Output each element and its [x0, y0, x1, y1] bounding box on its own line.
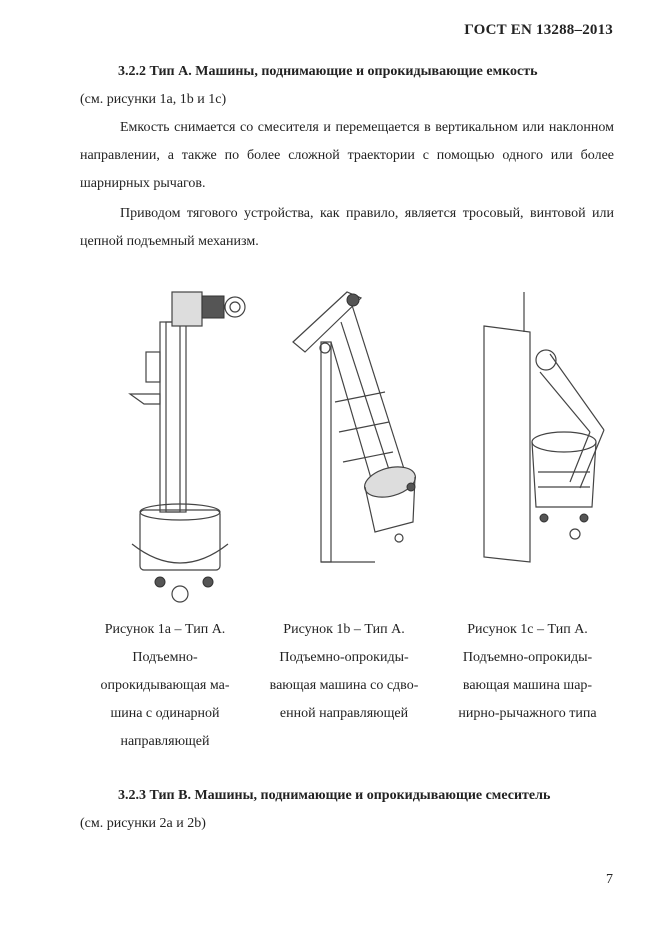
caption-line: шина с одинарной: [110, 706, 220, 721]
caption-line: опрокидывающая ма-: [100, 678, 230, 693]
figure-1b-illustration: [285, 282, 435, 612]
caption-line: Подъемно-опрокиды-: [462, 650, 593, 665]
figure-reference-1: (см. рисунки 1a, 1b и 1c): [80, 92, 227, 107]
caption-line: Подъемно-: [132, 650, 198, 665]
paragraph-container-1: Емкость снимается со смесителя и перемещается в вертикальном или наклонном направлении, а также по более сложной траектории с помощью одного или более шарнирных рычагов.: [80, 120, 614, 191]
paragraph-drive-mechanism: Приводом тягового устройства, как правило, является тросовый, винтовой или цепной подъемный механизм.: [80, 206, 614, 249]
section-3-2-2: [80, 58, 614, 256]
section-heading-3-2-3: 3.2.3 Тип В. Машины, поднимающие и опрокидывающие смеситель: [118, 788, 551, 803]
standard-header: ГОСТ EN 13288–2013: [464, 22, 613, 38]
caption-title: Рисунок 1b – Тип А.: [283, 622, 405, 637]
figure-reference-2: (см. рисунки 2a и 2b): [80, 816, 206, 831]
section-3-2-3: [80, 782, 614, 838]
section-heading-3-2-2: 3.2.2 Тип А. Машины, поднимающие и опрокидывающие емкость: [118, 64, 538, 79]
caption-line: енной направляющей: [279, 706, 409, 721]
figure-1c-illustration: [480, 282, 630, 612]
figure-1b-caption: [255, 616, 433, 728]
caption-line: нирно-рычажного типа: [458, 706, 597, 721]
caption-title: Рисунок 1a – Тип А.: [104, 622, 226, 637]
caption-line: направляющей: [120, 734, 210, 749]
figures-row: [0, 282, 661, 612]
caption-line: Подъемно-опрокиды-: [279, 650, 409, 665]
figure-1c-caption: [440, 616, 615, 728]
page-number: 7: [606, 872, 613, 887]
caption-line: вающая машина шар-: [462, 678, 593, 693]
figure-1a-illustration: [120, 282, 250, 612]
caption-title: Рисунок 1c – Тип А.: [467, 622, 588, 637]
caption-line: вающая машина со сдво-: [269, 678, 419, 693]
figure-1a-caption: [80, 616, 250, 756]
